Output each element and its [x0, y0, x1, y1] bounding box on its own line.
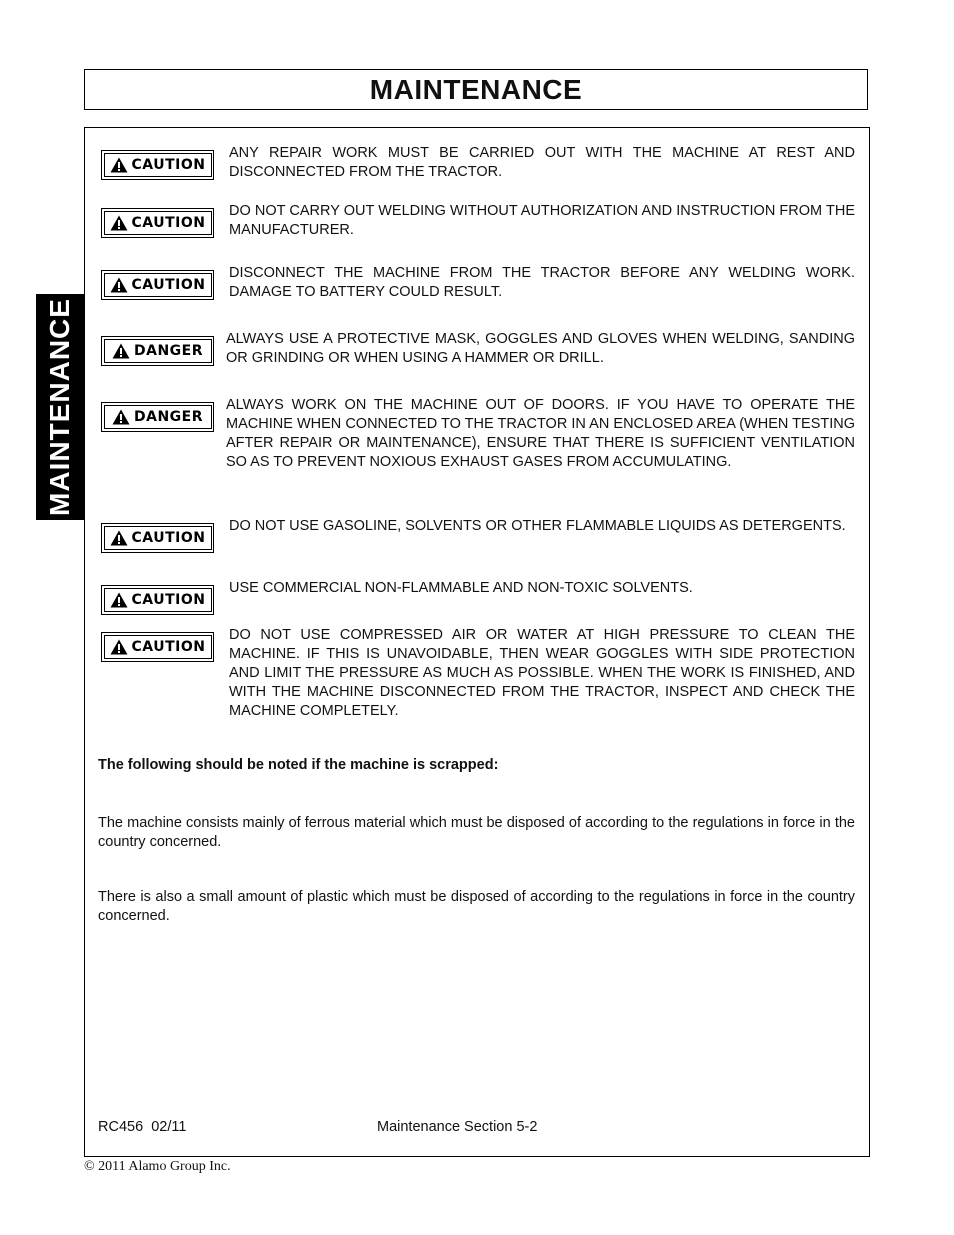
- warning-triangle-icon: [110, 639, 128, 655]
- warning-text: ALWAYS WORK ON THE MACHINE OUT OF DOORS. IF YOU HAVE TO OPERATE THE MACHINE WHEN CONNECTED TO THE TRACTOR IN AN ENCLOSED AREA (WHEN TESTING AFTER REPAIR OR MAINTENANCE), ENSURE THAT THERE IS SUFFICIENT VENTILATION SO AS TO PREVENT NOXIOUS EXHAUST GASES FROM ACCUMULATING.: [226, 397, 855, 470]
- header-box: [84, 69, 868, 110]
- caution-badge: [101, 270, 214, 300]
- warning-triangle-icon: [110, 592, 128, 608]
- warning-triangle-icon: [112, 343, 130, 359]
- page-title: MAINTENANCE: [369, 73, 583, 105]
- copyright: © 2011 Alamo Group Inc.: [84, 1159, 231, 1174]
- warning-text: ALWAYS USE A PROTECTIVE MASK, GOGGLES AND GLOVES WHEN WELDING, SANDING OR GRINDING OR WHEN USING A HAMMER OR DRILL.: [226, 331, 855, 366]
- footer-section: Maintenance Section 5-2: [377, 1119, 538, 1135]
- warning-level-label: DANGER: [133, 343, 203, 359]
- warning-text: USE COMMERCIAL NON-FLAMMABLE AND NON-TOXIC SOLVENTS.: [229, 580, 693, 596]
- warning-level-label: CAUTION: [131, 215, 206, 231]
- caution-badge: [101, 585, 214, 615]
- side-tab: [36, 294, 84, 520]
- footer-doc-id: RC456 02/11: [98, 1119, 187, 1135]
- danger-badge: [101, 402, 214, 432]
- paragraph: The machine consists mainly of ferrous material which must be disposed of according to the regulations in force in the country concerned.: [98, 815, 855, 850]
- caution-badge: [101, 632, 214, 662]
- warning-text: ANY REPAIR WORK MUST BE CARRIED OUT WITH THE MACHINE AT REST AND DISCONNECTED FROM THE TRACTOR.: [229, 145, 855, 180]
- caution-badge: [101, 523, 214, 553]
- warning-text: DO NOT CARRY OUT WELDING WITHOUT AUTHORIZATION AND INSTRUCTION FROM THE MANUFACTURER.: [229, 203, 855, 238]
- warning-triangle-icon: [110, 215, 128, 231]
- warning-level-label: CAUTION: [131, 639, 206, 655]
- caution-badge: [101, 150, 214, 180]
- warning-triangle-icon: [112, 409, 130, 425]
- warning-level-label: DANGER: [133, 409, 203, 425]
- warning-triangle-icon: [110, 157, 128, 173]
- warning-text: DO NOT USE COMPRESSED AIR OR WATER AT HIGH PRESSURE TO CLEAN THE MACHINE. IF THIS IS UNAVOIDABLE, THEN WEAR GOGGLES WITH SIDE PROTECTION AND LIMIT THE PRESSURE AS MUCH AS POSSIBLE. WHEN THE WORK IS FINISHED, AND WITH THE MACHINE DISCONNECTED FROM THE TRACTOR, INSPECT AND CHECK THE MACHINE COMPLETELY.: [229, 627, 855, 719]
- warning-level-label: CAUTION: [131, 157, 206, 173]
- danger-badge: [101, 336, 214, 366]
- warning-level-label: CAUTION: [131, 530, 206, 546]
- warning-triangle-icon: [110, 277, 128, 293]
- caution-badge: [101, 208, 214, 238]
- section-heading: The following should be noted if the machine is scrapped:: [98, 757, 499, 773]
- warning-triangle-icon: [110, 530, 128, 546]
- side-tab-label: MAINTENANCE: [44, 298, 76, 516]
- warning-text: DO NOT USE GASOLINE, SOLVENTS OR OTHER FLAMMABLE LIQUIDS AS DETERGENTS.: [229, 518, 846, 534]
- paragraph: There is also a small amount of plastic which must be disposed of according to the regulations in force in the country concerned.: [98, 889, 855, 924]
- warning-text: DISCONNECT THE MACHINE FROM THE TRACTOR BEFORE ANY WELDING WORK. DAMAGE TO BATTERY COULD RESULT.: [229, 265, 855, 300]
- warning-level-label: CAUTION: [131, 592, 206, 608]
- warning-level-label: CAUTION: [131, 277, 206, 293]
